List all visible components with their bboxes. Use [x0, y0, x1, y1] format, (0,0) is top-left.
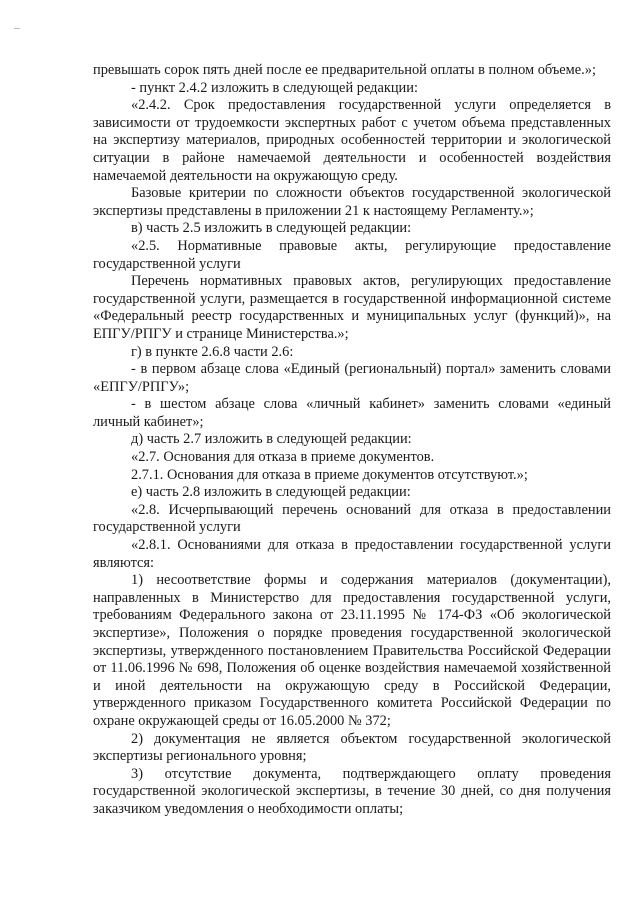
paragraph-9: - в первом абзаце слова «Единый (региональный) портал» заменить словами «ЕПГУ/РПГУ»;: [93, 361, 611, 395]
document-body: [93, 62, 611, 819]
paragraph-6: «2.5. Нормативные правовые акты, регулирующие предоставление государственной услуги: [93, 237, 611, 272]
scan-artifact: [14, 28, 20, 29]
paragraph-12: «2.7. Основания для отказа в приеме документов.: [131, 449, 435, 466]
paragraph-17: 1) несоответствие формы и содержания материалов (документации), направленных в Министерство для предоставления государственной услуги, требованиям Федерального закона от 23.11.1995 № 174-ФЗ «Об экологической экспертизе», Положения о порядке проведения государственной экологической экспертизы, утвержденного постановлением Правительства Российской Федерации от 11.06.1996 № 698, Положения об оценке воздействия намечаемой хозяйственной и иной деятельности на окружающую среду в Российской Федерации, утвержденного приказом Государственного комитета Российской Федерации по охране окружающей среды от 16.05.2000 № 372;: [93, 572, 611, 729]
paragraph-1: превышать сорок пять дней после ее предварительной оплаты в полном объеме.»;: [93, 62, 596, 78]
paragraph-10: - в шестом абзаце слова «личный кабинет» заменить словами «единый личный кабинет»;: [93, 396, 611, 430]
paragraph-2: - пункт 2.4.2 изложить в следующей редакции:: [131, 79, 418, 96]
paragraph-5: в) часть 2.5 изложить в следующей редакции:: [131, 220, 412, 237]
paragraph-7: Перечень нормативных правовых актов, регулирующих предоставление государственной услуги, размещается в государственной информационной системе «Федеральный реестр государственных и муниципальных услуг (функций)», на ЕПГУ/РПГУ и странице Министерства.»;: [93, 273, 611, 342]
paragraph-15: «2.8. Исчерпывающий перечень оснований для отказа в предоставлении государственной услуги: [93, 501, 611, 536]
paragraph-18: 2) документация не является объектом государственной экологической экспертизы регионального уровня;: [93, 730, 611, 765]
paragraph-4: Базовые критерии по сложности объектов государственной экологической экспертизы представлены в приложении 21 к настоящему Регламенту.»;: [93, 185, 611, 219]
paragraph-11: д) часть 2.7 изложить в следующей редакции:: [131, 431, 412, 448]
paragraph-19: 3) отсутствие документа, подтверждающего оплату проведения государственной экологической экспертизы, в течение 30 дней, со дня получения заказчиком уведомления о необходимости оплаты;: [93, 765, 611, 817]
paragraph-16: «2.8.1. Основаниями для отказа в предоставлении государственной услуги являются:: [93, 537, 611, 571]
paragraph-8: г) в пункте 2.6.8 части 2.6:: [131, 343, 294, 360]
paragraph-3: «2.4.2. Срок предоставления государственной услуги определяется в зависимости от трудоемкости экспертных работ с учетом объема представленных на экспертизу материалов, природных особенностей территории и экологической ситуации в районе намечаемой деятельности и особенностей воздействия намечаемой деятельности на окружающую среду.: [93, 97, 611, 184]
paragraph-14: е) часть 2.8 изложить в следующей редакции:: [131, 484, 411, 501]
paragraph-13: 2.7.1. Основания для отказа в приеме документов отсутствуют.»;: [131, 466, 528, 483]
